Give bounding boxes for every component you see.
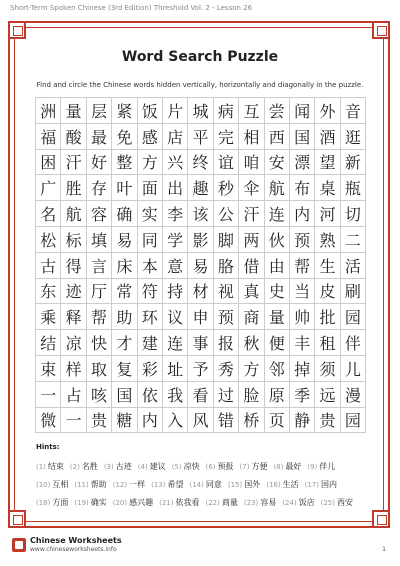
hint-number: (23) — [243, 499, 259, 507]
grid-cell[interactable]: 趣 — [188, 175, 213, 201]
grid-cell[interactable]: 商 — [239, 304, 264, 330]
hint-item — [321, 494, 353, 512]
grid-cell[interactable]: 面 — [138, 175, 163, 201]
grid-cell[interactable]: 本 — [138, 253, 163, 279]
grid-cell[interactable]: 刷 — [341, 279, 366, 305]
grid-cell[interactable]: 紧 — [112, 98, 137, 124]
grid-cell[interactable]: 新 — [341, 150, 366, 176]
hint-item — [74, 476, 106, 494]
hint-word: 确实 — [90, 498, 107, 507]
hint-item — [70, 458, 98, 476]
grid-cell[interactable]: 环 — [138, 304, 163, 330]
grid-cell[interactable]: 符 — [138, 279, 163, 305]
grid-cell[interactable]: 才 — [112, 330, 137, 356]
hint-word: 依我看 — [175, 498, 200, 507]
grid-cell[interactable]: 借 — [239, 253, 264, 279]
grid-cell[interactable]: 确 — [112, 201, 137, 227]
hint-number: (16) — [266, 481, 281, 489]
grid-cell[interactable]: 汗 — [239, 201, 264, 227]
hint-word: 希望 — [167, 480, 184, 489]
hint-number: (15) — [227, 481, 243, 489]
grid-cell[interactable]: 持 — [163, 279, 188, 305]
hint-number: (1) — [36, 463, 46, 471]
grid-cell[interactable]: 占 — [61, 382, 86, 408]
grid-cell[interactable]: 闻 — [290, 98, 315, 124]
hint-number: (18) — [36, 499, 51, 507]
grid-cell[interactable]: 静 — [290, 408, 315, 434]
grid-cell[interactable]: 填 — [87, 227, 112, 253]
grid-cell[interactable]: 活 — [341, 253, 366, 279]
grid-cell[interactable]: 季 — [290, 382, 315, 408]
hint-item — [240, 458, 268, 476]
hint-word: 容易 — [260, 498, 277, 507]
grid-cell[interactable]: 航 — [61, 201, 86, 227]
grid-cell[interactable]: 终 — [188, 150, 213, 176]
hint-item — [151, 476, 183, 494]
hint-number: (22) — [205, 499, 220, 507]
grid-cell[interactable]: 该 — [188, 201, 213, 227]
grid-cell[interactable]: 复 — [112, 356, 137, 382]
hint-item — [138, 458, 166, 476]
grid-cell[interactable]: 秋 — [239, 330, 264, 356]
frame-corner — [8, 21, 26, 39]
grid-cell[interactable]: 快 — [87, 330, 112, 356]
grid-cell[interactable]: 航 — [265, 175, 290, 201]
grid-cell[interactable]: 事 — [188, 330, 213, 356]
hint-item — [206, 494, 238, 512]
hint-item — [172, 458, 200, 476]
grid-cell[interactable]: 样 — [61, 356, 86, 382]
grid-cell[interactable]: 最 — [87, 124, 112, 150]
grid-cell[interactable]: 整 — [112, 150, 137, 176]
grid-cell[interactable]: 福 — [36, 124, 61, 150]
hint-word: 互相 — [52, 480, 69, 489]
grid-cell[interactable]: 相 — [239, 124, 264, 150]
grid-cell[interactable]: 帮 — [290, 253, 315, 279]
grid-cell[interactable]: 标 — [61, 227, 86, 253]
grid-cell[interactable]: 掉 — [290, 356, 315, 382]
grid-cell[interactable]: 量 — [61, 98, 86, 124]
grid-cell[interactable]: 兴 — [163, 150, 188, 176]
grid-cell[interactable]: 看 — [188, 382, 213, 408]
grid-cell[interactable]: 西 — [265, 124, 290, 150]
grid-cell[interactable]: 存 — [87, 175, 112, 201]
hints-list — [36, 458, 376, 512]
grid-cell[interactable]: 实 — [138, 201, 163, 227]
hint-word: 建议 — [149, 462, 166, 471]
hint-item — [228, 476, 260, 494]
grid-cell[interactable]: 报 — [214, 330, 239, 356]
grid-cell[interactable]: 平 — [188, 124, 213, 150]
grid-cell[interactable]: 申 — [188, 304, 213, 330]
hint-number: (20) — [112, 499, 128, 507]
hint-word: 帮助 — [90, 480, 107, 489]
hint-word: 名胜 — [81, 462, 98, 471]
grid-cell[interactable]: 松 — [36, 227, 61, 253]
grid-cell[interactable]: 生 — [315, 253, 340, 279]
grid-cell[interactable]: 瓶 — [341, 175, 366, 201]
grid-cell[interactable]: 批 — [315, 304, 340, 330]
grid-cell[interactable]: 园 — [341, 408, 366, 434]
hint-item — [74, 494, 106, 512]
frame-corner — [372, 21, 390, 39]
grid-cell[interactable]: 材 — [188, 279, 213, 305]
hint-number: (25) — [320, 499, 335, 507]
grid-cell[interactable]: 困 — [36, 150, 61, 176]
grid-cell[interactable]: 伞 — [239, 175, 264, 201]
grid-cell[interactable]: 议 — [163, 304, 188, 330]
grid-cell[interactable]: 出 — [163, 175, 188, 201]
hint-item — [113, 494, 153, 512]
page-header: Short-Term Spoken Chinese (3rd Edition) Threshold Vol. 2 - Lesson 26 — [10, 4, 253, 12]
grid-cell[interactable]: 方 — [239, 356, 264, 382]
hint-number: (8) — [273, 463, 284, 471]
grid-cell[interactable]: 帅 — [290, 304, 315, 330]
grid-cell[interactable]: 入 — [163, 408, 188, 434]
grid-cell[interactable]: 免 — [112, 124, 137, 150]
grid-cell[interactable]: 国 — [112, 382, 137, 408]
grid-cell[interactable]: 便 — [265, 330, 290, 356]
hint-word: 预报 — [217, 462, 234, 471]
grid-cell[interactable]: 布 — [290, 175, 315, 201]
frame-corner — [372, 510, 390, 528]
grid-cell[interactable]: 贵 — [315, 408, 340, 434]
footer-url: www.chineseworksheets.info — [30, 546, 117, 553]
hint-word: 方便 — [251, 462, 268, 471]
grid-cell[interactable]: 风 — [188, 408, 213, 434]
hint-item — [36, 458, 64, 476]
grid-cell[interactable]: 河 — [315, 201, 340, 227]
hint-word: 凉快 — [183, 462, 200, 471]
hint-number: (19) — [74, 499, 89, 507]
grid-cell[interactable]: 易 — [112, 227, 137, 253]
hint-number: (7) — [239, 463, 250, 471]
grid-cell[interactable]: 由 — [265, 253, 290, 279]
grid-cell[interactable]: 望 — [315, 150, 340, 176]
hint-item — [244, 494, 276, 512]
hints-title: Hints: — [36, 443, 60, 451]
hint-word: 方面 — [52, 498, 69, 507]
grid-cell[interactable]: 切 — [341, 201, 366, 227]
grid-cell[interactable]: 音 — [341, 98, 366, 124]
grid-cell[interactable]: 床 — [112, 253, 137, 279]
hint-item — [113, 476, 145, 494]
frame-corner — [8, 510, 26, 528]
hint-word: 生活 — [282, 480, 299, 489]
hint-number: (12) — [112, 481, 128, 489]
hint-number: (6) — [205, 463, 216, 471]
grid-cell[interactable]: 视 — [214, 279, 239, 305]
grid-cell[interactable]: 租 — [315, 330, 340, 356]
grid-cell[interactable]: 易 — [188, 253, 213, 279]
grid-cell[interactable]: 逛 — [341, 124, 366, 150]
hint-number: (11) — [74, 481, 89, 489]
grid-cell[interactable]: 桌 — [315, 175, 340, 201]
grid-cell[interactable]: 内 — [290, 201, 315, 227]
grid-cell[interactable]: 方 — [138, 150, 163, 176]
grid-cell[interactable]: 建 — [138, 330, 163, 356]
grid-cell[interactable]: 古 — [36, 253, 61, 279]
grid-cell[interactable]: 尝 — [265, 98, 290, 124]
grid-cell[interactable]: 乘 — [36, 304, 61, 330]
grid-cell[interactable]: 须 — [315, 356, 340, 382]
grid-cell[interactable]: 外 — [315, 98, 340, 124]
grid-cell[interactable]: 史 — [265, 279, 290, 305]
grid-cell[interactable]: 意 — [163, 253, 188, 279]
hint-number: (3) — [103, 463, 114, 471]
hint-word: 最好 — [285, 462, 302, 471]
hint-word: 国外 — [244, 480, 261, 489]
grid-cell[interactable]: 公 — [214, 201, 239, 227]
grid-cell[interactable]: 桥 — [239, 408, 264, 434]
hint-item — [36, 494, 68, 512]
grid-cell[interactable]: 广 — [36, 175, 61, 201]
hint-word: 国内 — [321, 480, 337, 489]
grid-cell[interactable]: 邻 — [265, 356, 290, 382]
logo-icon — [12, 538, 26, 552]
grid-cell[interactable]: 汗 — [61, 150, 86, 176]
grid-cell[interactable]: 东 — [36, 279, 61, 305]
grid-cell[interactable]: 言 — [87, 253, 112, 279]
grid-cell[interactable]: 完 — [214, 124, 239, 150]
grid-cell[interactable]: 当 — [290, 279, 315, 305]
hint-number: (13) — [151, 481, 166, 489]
grid-cell[interactable]: 帮 — [87, 304, 112, 330]
grid-cell[interactable]: 叶 — [112, 175, 137, 201]
grid-cell[interactable]: 同 — [138, 227, 163, 253]
grid-cell[interactable]: 预 — [214, 304, 239, 330]
grid-cell[interactable]: 咱 — [239, 150, 264, 176]
grid-cell[interactable]: 片 — [163, 98, 188, 124]
grid-cell[interactable]: 页 — [265, 408, 290, 434]
grid-cell[interactable]: 酒 — [315, 124, 340, 150]
grid-cell[interactable]: 错 — [214, 408, 239, 434]
grid-cell[interactable]: 一 — [61, 408, 86, 434]
hint-word: 古迹 — [115, 462, 132, 471]
grid-cell[interactable]: 城 — [188, 98, 213, 124]
grid-cell[interactable]: 脚 — [214, 227, 239, 253]
grid-cell[interactable]: 漫 — [341, 382, 366, 408]
grid-cell[interactable]: 贵 — [87, 408, 112, 434]
hint-item — [305, 476, 337, 494]
grid-cell[interactable]: 酸 — [61, 124, 86, 150]
grid-cell[interactable]: 饭 — [138, 98, 163, 124]
grid-cell[interactable]: 真 — [239, 279, 264, 305]
grid-cell[interactable]: 秒 — [214, 175, 239, 201]
grid-cell[interactable]: 谊 — [214, 150, 239, 176]
grid-cell[interactable]: 丰 — [290, 330, 315, 356]
grid-cell[interactable]: 熟 — [315, 227, 340, 253]
grid-cell[interactable]: 束 — [36, 356, 61, 382]
grid-cell[interactable]: 名 — [36, 201, 61, 227]
grid-cell[interactable]: 糖 — [112, 408, 137, 434]
grid-cell[interactable]: 儿 — [341, 356, 366, 382]
grid-cell[interactable]: 国 — [290, 124, 315, 150]
hint-word: 结束 — [47, 462, 64, 471]
grid-cell[interactable]: 取 — [87, 356, 112, 382]
word-search-grid — [35, 97, 366, 433]
grid-cell[interactable]: 互 — [239, 98, 264, 124]
hint-number: (24) — [282, 499, 297, 507]
grid-cell[interactable]: 二 — [341, 227, 366, 253]
grid-cell[interactable]: 层 — [87, 98, 112, 124]
grid-cell[interactable]: 感 — [138, 124, 163, 150]
grid-cell[interactable]: 病 — [214, 98, 239, 124]
grid-cell[interactable]: 厅 — [87, 279, 112, 305]
hint-item — [36, 476, 68, 494]
hint-item — [307, 458, 335, 476]
hint-item — [273, 458, 301, 476]
hint-number: (21) — [159, 499, 174, 507]
grid-cell[interactable]: 彩 — [138, 356, 163, 382]
grid-cell[interactable]: 得 — [61, 253, 86, 279]
grid-cell[interactable]: 预 — [290, 227, 315, 253]
grid-cell[interactable]: 连 — [163, 330, 188, 356]
grid-cell[interactable]: 园 — [341, 304, 366, 330]
hint-item — [206, 458, 234, 476]
grid-cell[interactable]: 伴 — [341, 330, 366, 356]
grid-cell[interactable]: 量 — [265, 304, 290, 330]
grid-cell[interactable]: 好 — [87, 150, 112, 176]
grid-cell[interactable]: 漂 — [290, 150, 315, 176]
hint-word: 感兴趣 — [129, 498, 154, 507]
grid-cell[interactable]: 洲 — [36, 98, 61, 124]
hint-item — [282, 494, 314, 512]
grid-cell[interactable]: 常 — [112, 279, 137, 305]
hint-number: (4) — [137, 463, 148, 471]
grid-cell[interactable]: 皮 — [315, 279, 340, 305]
grid-cell[interactable]: 内 — [138, 408, 163, 434]
hint-word: 商量 — [221, 498, 238, 507]
grid-cell[interactable]: 一 — [36, 382, 61, 408]
hint-item — [266, 476, 298, 494]
hint-word: 饭店 — [298, 498, 315, 507]
grid-cell[interactable]: 胜 — [61, 175, 86, 201]
hint-word: 同意 — [205, 480, 222, 489]
footer-brand: Chinese Worksheets — [30, 536, 122, 545]
grid-cell[interactable]: 两 — [239, 227, 264, 253]
grid-cell[interactable]: 我 — [163, 382, 188, 408]
hint-word: 伴儿 — [319, 462, 336, 471]
hint-number: (10) — [36, 481, 51, 489]
grid-cell[interactable]: 结 — [36, 330, 61, 356]
grid-cell[interactable]: 原 — [265, 382, 290, 408]
grid-cell[interactable]: 予 — [188, 356, 213, 382]
grid-cell[interactable]: 过 — [214, 382, 239, 408]
hint-word: 一样 — [129, 480, 146, 489]
grid-cell[interactable]: 连 — [265, 201, 290, 227]
page-number: 1 — [382, 546, 386, 553]
hint-word: 西安 — [337, 498, 353, 507]
grid-cell[interactable]: 助 — [112, 304, 137, 330]
grid-cell[interactable]: 脸 — [239, 382, 264, 408]
grid-cell[interactable]: 依 — [138, 382, 163, 408]
grid-cell[interactable]: 址 — [163, 356, 188, 382]
grid-cell[interactable]: 咳 — [87, 382, 112, 408]
grid-cell[interactable]: 微 — [36, 408, 61, 434]
instructions: Find and circle the Chinese words hidden vertically, horizontally and diagonally in the puzzle. — [36, 81, 364, 89]
grid-cell[interactable]: 凉 — [61, 330, 86, 356]
grid-cell[interactable]: 李 — [163, 201, 188, 227]
grid-cell[interactable]: 学 — [163, 227, 188, 253]
grid-cell[interactable]: 容 — [87, 201, 112, 227]
grid-cell[interactable]: 伙 — [265, 227, 290, 253]
page-title: Word Search Puzzle — [121, 49, 279, 65]
hint-item — [159, 494, 199, 512]
grid-cell[interactable]: 影 — [188, 227, 213, 253]
grid-cell[interactable]: 秀 — [214, 356, 239, 382]
hint-number: (17) — [304, 481, 319, 489]
grid-cell[interactable]: 胳 — [214, 253, 239, 279]
grid-cell[interactable]: 远 — [315, 382, 340, 408]
hint-number: (2) — [69, 463, 80, 471]
hint-number: (14) — [189, 481, 204, 489]
hint-item — [190, 476, 222, 494]
hint-item — [104, 458, 132, 476]
hint-number: (5) — [171, 463, 182, 471]
grid-cell[interactable]: 店 — [163, 124, 188, 150]
grid-cell[interactable]: 迹 — [61, 279, 86, 305]
grid-cell[interactable]: 释 — [61, 304, 86, 330]
grid-cell[interactable]: 安 — [265, 150, 290, 176]
hint-number: (9) — [307, 463, 318, 471]
